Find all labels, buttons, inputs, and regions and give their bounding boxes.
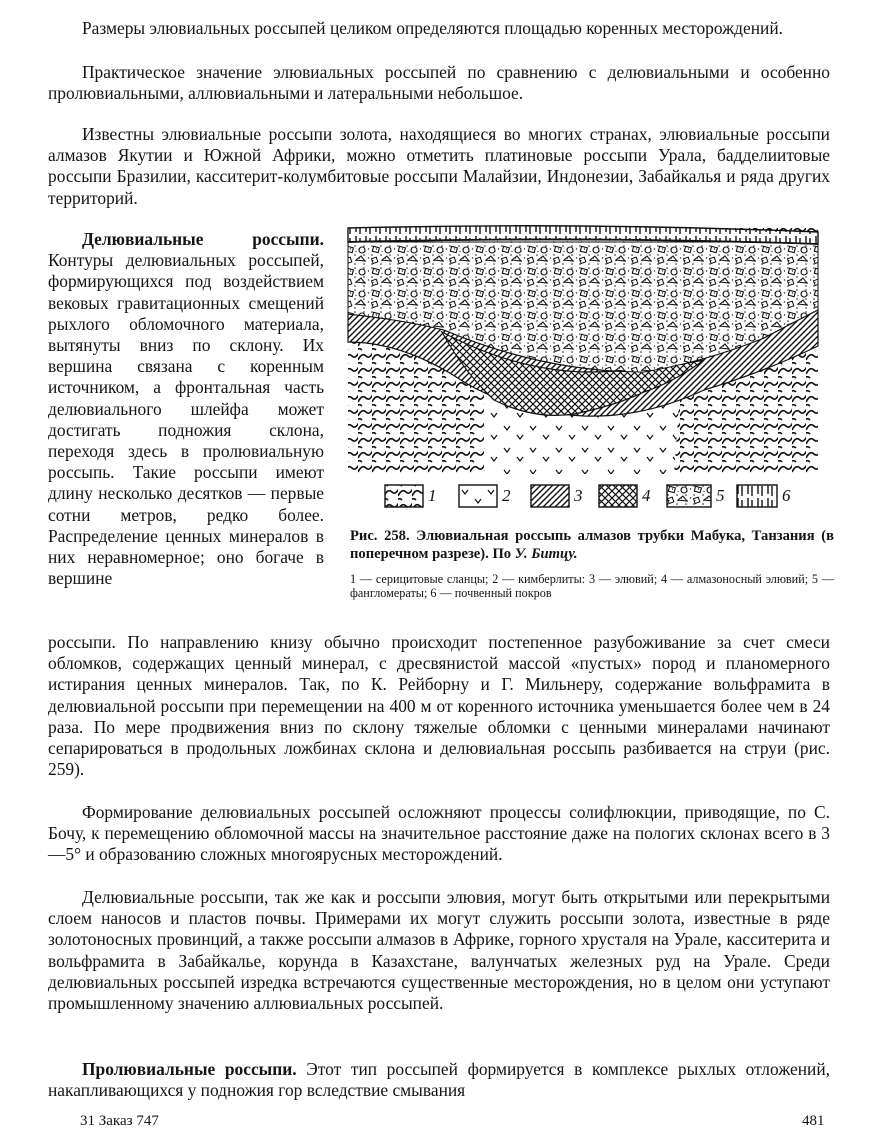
legend-swatch-soil — [736, 484, 778, 510]
figure-258 — [344, 222, 834, 622]
paragraph-proluvial — [48, 1059, 830, 1101]
caption-author: У. Битцу. — [514, 545, 578, 562]
legend-number: 3 — [574, 486, 583, 505]
legend-swatch-schist — [384, 484, 424, 510]
legend-swatch-eluvium — [530, 484, 570, 510]
proluvial-text: Этот тип россыпей формируется в комплексе рыхлых отложений, накапливающихся у подножия гор вследствие смывания — [48, 1059, 831, 1101]
footer-signature: 31 Заказ 747 — [80, 1113, 159, 1129]
paragraph-practical-value: Практическое значение элювиальных россыпей по сравнению с делювиальными и особенно пролювиальными, аллювиальными и латеральными небольшое. — [48, 62, 830, 104]
paragraph-eluvial-size: Размеры элювиальных россыпей целиком определяются площадью коренных месторождений. — [82, 18, 783, 38]
paragraph-solifluction: Формирование делювиальных россыпей осложняют процессы солифлюкции, приводящие, по С. Бочу, к перемещению обломочной массы на значительное расстояние даже на пологих склонах всего в 3—5° и образованию сложных многоярусных месторождений. — [48, 802, 830, 865]
cross-section-diagram — [344, 222, 834, 522]
figure-legend — [384, 484, 824, 514]
section-heading-proluvial: Пролювиальные россыпи. — [82, 1059, 297, 1079]
legend-number: 1 — [428, 486, 437, 505]
legend-swatch-fanglomerate — [666, 484, 712, 510]
figure-legend-text: 1 — серицитовые сланцы; 2 — кимберлиты: 3 — элювий; 4 — алмазоносный элювий; 5 — фангломераты; 6 — почвенный покров — [350, 572, 834, 601]
paragraph-deluvial-intro — [48, 229, 324, 589]
legend-number: 4 — [642, 486, 651, 505]
figure-caption — [350, 528, 834, 563]
legend-number: 6 — [782, 486, 791, 505]
paragraph-deluvial-continued: россыпи. По направлению книзу обычно происходит постепенное разубоживание за счет смеси обломков, содержащих ценный минерал, с дресвянистой массой «пустых» пород и планомерного истирания ценных минералов. Так, по К. Рейборну и Г. Мильнеру, содержание вольфрамита в делювиальной россыпи при перемещении на 400 м от коренного источника уменьшается более чем в 24 раза. По мере продвижения вниз по склону тяжелые обломки с ценными минералами начинают сепарироваться в продольных ложбинах склона и делювиальная россыпь разбивается на струи (рис. 259). — [48, 632, 830, 780]
caption-text: Рис. 258. Элювиальная россыпь алмазов трубки Мабука, Танзания (в поперечном разрезе). По — [350, 528, 834, 562]
paragraph-known-placers: Известны элювиальные россыпи золота, находящиеся во многих странах, элювиальные россыпи алмазов Якутии и Южной Африки, можно отметить платиновые россыпи Урала, бадделиитовые россыпи Бразилии, касситерит-колумбитовые россыпи Малайзии, Индонезии, Забайкалья и ряда других территорий. — [48, 124, 830, 208]
paragraph-deluvial-examples: Делювиальные россыпи, так же как и россыпи элювия, могут быть открытыми или перекрытыми слоем наносов и пластов почвы. Примерами их могут служить россыпи золота, известные в ряде золотоносных провинций, а также россыпи алмазов в Африке, горного хрусталя на Урале, касситерита и вольфрамита в Забайкалье, корунда в Казахстане, валунчатых железных руд на Урале. Среди делювиальных россыпей изредка встречаются существенные месторождения, но в целом они уступают промышленному значению аллювиальных россыпей. — [48, 887, 830, 1014]
page-number: 481 — [802, 1113, 825, 1129]
deluvial-intro-text: Контуры делювиальных россыпей, формирующихся под воздействием вековых гравитационных смещений рыхлого обломочного материала, вытянуты вниз по склону. Их вершина связана с коренным источником, а фронтальная часть делювиального шлейфа может достигать подножия склона, переходя здесь в пролювиальную россыпь. Такие россыпи имеют длину несколько десятков — первые сотни метров, редко более. Распределение ценных минералов в них неравномерное; оно богаче в вершине — [48, 250, 324, 589]
legend-swatch-kimberlite — [458, 484, 498, 510]
legend-number: 2 — [502, 486, 511, 505]
legend-number: 5 — [716, 486, 725, 505]
legend-swatch-diamond-eluvium — [598, 484, 638, 510]
section-heading-deluvial: Делювиальные россыпи. — [82, 229, 324, 249]
